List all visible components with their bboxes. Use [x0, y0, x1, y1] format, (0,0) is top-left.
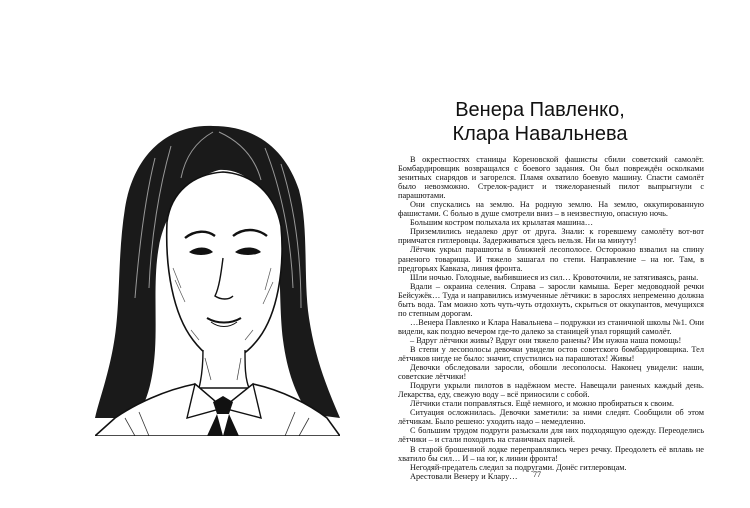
- page-number: 77: [533, 470, 541, 479]
- paragraph: Арестовали Венеру и Клару…: [410, 471, 518, 481]
- paragraph: Они спускались на землю. На родную землю. На землю, оккупированную фашистами. С болью в душе смотрели вниз – в неизвестную, опасную ночь.: [398, 200, 704, 219]
- paragraph: В окрестностях станицы Кореновской фашисты сбили советский самолёт. Бомбардировщик возвращался с боевого задания. Он был повреждён осколками зенитных снарядов и загорелся. Пламя охватило боевую машину. Спасти самолёт было невозможно. Стрелок-радист и тяжелораненый пилот выпрыгнули с парашютами.: [398, 155, 704, 201]
- title-line-2: Клара Навальнева: [452, 123, 628, 145]
- paragraph: – Вдруг лётчики живы? Вдруг они тяжело ранены? Им нужна наша помощь!: [410, 335, 682, 345]
- paragraph: Ситуация осложнилась. Девочки заметили: за ними следят. Сообщили об этом лётчикам. Было решено: уходить надо – немедленно.: [398, 408, 704, 427]
- paragraph: Шли ночью. Голодные, выбившиеся из сил… Кровоточили, не затягиваясь, раны.: [410, 272, 699, 282]
- paragraph: Девочки обследовали заросли, обошли лесополосы. Наконец увидели: наши, советские лётчики!: [398, 363, 704, 382]
- portrait-illustration: [95, 118, 340, 436]
- paragraph: …Венера Павленко и Клара Навальнева – подружки из станичной школы №1. Они видели, как поздно вечером где-то далеко за станицей упал горящий самолёт.: [398, 317, 704, 336]
- paragraph: Приземлились недалеко друг от друга. Знали: к горевшему самолёту вот-вот примчатся гитлеровцы. Задерживаться здесь нельзя. Ни на минуту!: [398, 227, 704, 246]
- body-text: [398, 155, 704, 481]
- paragraph: Вдали – окраина селения. Справа – заросли камыша. Берег медоводной речки Бейсужёк… Туда и направились измученные лётчики: в зарослях непременно должна быть вода. Там можно хоть чуть-чуть отдохнуть, скрыться от оккупантов, мечущихся по степным дорогам.: [398, 281, 704, 318]
- paragraph: Лётчик укрыл парашюты в ближней лесополосе. Осторожно взвалил на спину раненого товарища. И тяжело зашагал по степи. Направление – на юг. Там, в предгорьях Кавказа, линия фронта.: [398, 245, 704, 273]
- chapter-title: [420, 98, 660, 146]
- paragraph: Негодяй-предатель следил за подругами. Донёс гитлеровцам.: [410, 462, 627, 472]
- paragraph: В степи у лесополосы девочки увидели остов советского бомбардировщика. Тел лётчиков нигде не было: значит, спустились на парашютах! Живы!: [398, 344, 704, 364]
- paragraph: С большим трудом подруги разыскали для них подходящую одежду. Переоделись лётчики – и стали походить на станичных парней.: [398, 426, 704, 445]
- paragraph: В старой брошенной лодке переправлялись через речку. Преодолеть её вплавь не хватило бы сил… И – на юг, к линии фронта!: [398, 444, 704, 463]
- paragraph: Лётчики стали поправляться. Ещё немного, и можно пробираться к своим.: [410, 399, 674, 409]
- title-line-1: Венера Павленко,: [455, 99, 625, 121]
- paragraph: Большим костром полыхала их крылатая машина…: [410, 218, 594, 228]
- paragraph: Подруги укрыли пилотов в надёжном месте. Навещали раненых каждый день. Лекарства, еду, свежую воду – всё приносили с собой.: [398, 381, 704, 400]
